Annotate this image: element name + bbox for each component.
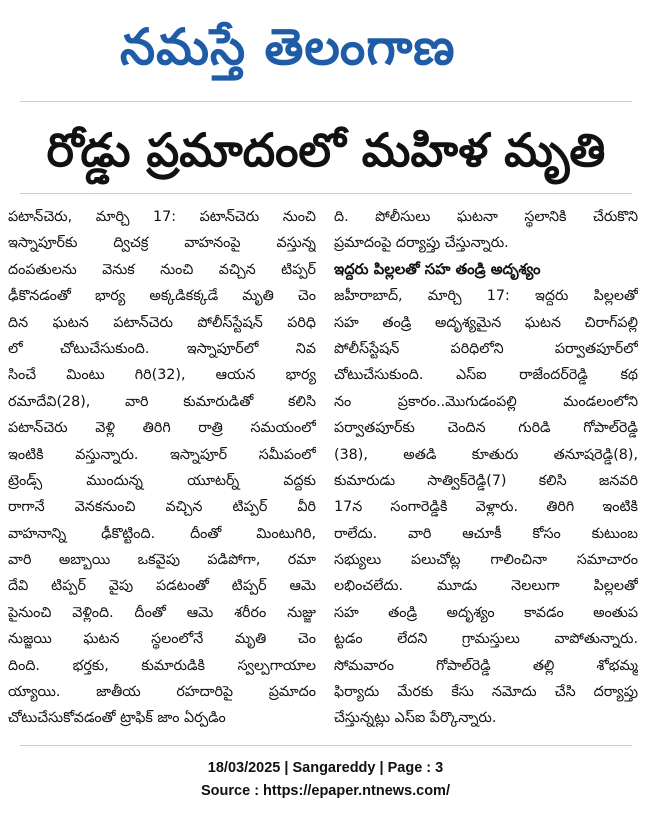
article-line: చోటుచేసుకోవడంతో ట్రాఫిక్ జాం ఏర్పడిం: [8, 710, 226, 727]
article-line: జహీరాబాద్, మార్చి 17: ఇద్దరు పిల్లలతో: [334, 288, 638, 305]
article-line: సహ తండ్రి అదృశ్యం కావడం అంతుప: [334, 604, 638, 621]
article-line: లో చోటుచేసుకుంది. ఇస్నాపూర్‌లో నివ: [8, 340, 316, 357]
article-line: దిన ఘటన పటాన్‌చెరు పోలీస్‌స్టేషన్ పరిధి: [8, 314, 316, 331]
source-link[interactable]: Source : https://epaper.ntnews.com/: [201, 783, 450, 799]
article-line: పటాన్‌చెరు, మార్చి 17: పటాన్‌చెరు నుంచి: [8, 209, 316, 225]
article-line: ఇస్నాపూర్‌కు ద్విచక్ర వాహనంపై వస్తున్న: [8, 235, 316, 252]
article-line: ఫిర్యాదు మేరకు కేసు నమోదు చేసి దర్యాప్తు: [334, 684, 638, 701]
article-line: రాగానే వెనకనుంచి వచ్చిన టిప్పర్ వీరి: [8, 499, 316, 516]
article-line: వారి అబ్బాయి ఒకవైపు పడిపోగా, రమా: [8, 552, 316, 569]
article-line: రాలేదు. వారి ఆచూకీ కోసం కుటుంబ: [334, 525, 638, 542]
article-line: కుమారుడు సాత్విక్‌రెడ్డి(7) కలిసి జనవరి: [334, 472, 638, 489]
footer-divider: [20, 745, 632, 746]
article-line: 17న సంగారెడ్డికి వెళ్లారు. తిరిగి ఇంటికి: [334, 499, 638, 516]
article-line: పటాన్‌చెరు వెళ్లి తిరిగి రాత్రి సమయంలో: [8, 420, 316, 437]
article-line: దేవి టిప్పర్ వైపు పడటంతో టిప్పర్ ఆమె: [8, 578, 316, 595]
article-line: చోటుచేసుకుంది. ఎస్ఐ రాజేందర్‌రెడ్డి కథ: [334, 367, 638, 384]
article-line: (38), అతడి కూతురు తనూషరెడ్డి(8),: [334, 446, 638, 463]
article-line: నం ప్రకారం..మొగుడంపల్లి మండలంలోని: [334, 393, 638, 410]
article-line: సహ తండ్రి అదృశ్యమైన ఘటన చిరాగ్‌పల్లి: [334, 314, 638, 331]
article-line: దంపతులను వెనుక నుంచి వచ్చిన టిప్పర్: [8, 261, 316, 278]
article-line: పైనుంచి వెళ్లింది. దీంతో ఆమె శరీరం నుజ్జు: [8, 604, 316, 621]
article-line: దింది. భర్తకు, కుమారుడికి స్వల్పగాయాల: [8, 657, 316, 674]
newspaper-masthead: నమస్తే తెలంగాణ: [120, 17, 456, 76]
article-line: ట్టడం లేదని గ్రామస్తులు వాపోతున్నారు.: [334, 631, 638, 648]
article-right-column: [334, 204, 638, 732]
article-line: లభించలేదు. మూడు నెలలుగా పిల్లలతో: [334, 578, 638, 595]
article-line: వాహనాన్ని ఢీకొట్టింది. దీంతో మింటుగిరి,: [8, 525, 316, 542]
article-line: ఇంటికి వస్తున్నారు. ఇస్నాపూర్ సమీపంలో: [8, 446, 316, 463]
edition-info: 18/03/2025 | Sangareddy | Page : 3: [207, 760, 444, 776]
article-line: సించే మింటు గిరి(32), ఆయన భార్య: [8, 367, 316, 384]
headline-divider: [20, 193, 632, 194]
article-headline: రోడ్డు ప్రమాదంలో మహిళ మృతి: [46, 123, 606, 177]
article-line: రమాదేవి(28), వారి కుమారుడితో కలిసి: [8, 393, 316, 410]
masthead-divider: [20, 101, 632, 102]
article-subheading: ఇద్దరు పిల్లలతో సహ తండ్రి అదృశ్యం: [334, 260, 541, 278]
article-line: ప్రమాదంపై దర్యాప్తు చేస్తున్నారు.: [334, 235, 509, 252]
article-line: ఢీకొనడంతో భార్య అక్కడికక్కడే మృతి చెం: [8, 288, 316, 305]
article-line: నుజ్జయి ఘటన స్థలంలోనే మృతి చెం: [8, 631, 316, 648]
article-line: ది. పోలీసులు ఘటనా స్థలానికి చేరుకొని: [334, 209, 638, 225]
article-line: పోలీస్‌స్టేషన్ పరిధిలోని పర్వాతపూర్‌లో: [334, 340, 638, 357]
article-line: పర్వాతపూర్‌కు చెందిన గురిడి గోపాల్‌రెడ్డి: [334, 420, 638, 437]
article-left-column: [8, 204, 316, 732]
article-line: సభ్యులు పలుచోట్ల గాలించినా సమాచారం: [334, 552, 638, 569]
article-line: సోమవారం గోపాల్‌రెడ్డి తల్లి శోభమ్మ: [334, 657, 638, 674]
article-line: ట్రెండ్స్ ముందున్న యూటర్న్ వద్దకు: [8, 472, 316, 489]
article-line: య్యాయి. జాతీయ రహదారిపై ప్రమాదం: [8, 684, 316, 701]
article-line: చేస్తున్నట్లు ఎస్ఐ పేర్కొన్నారు.: [334, 710, 497, 727]
